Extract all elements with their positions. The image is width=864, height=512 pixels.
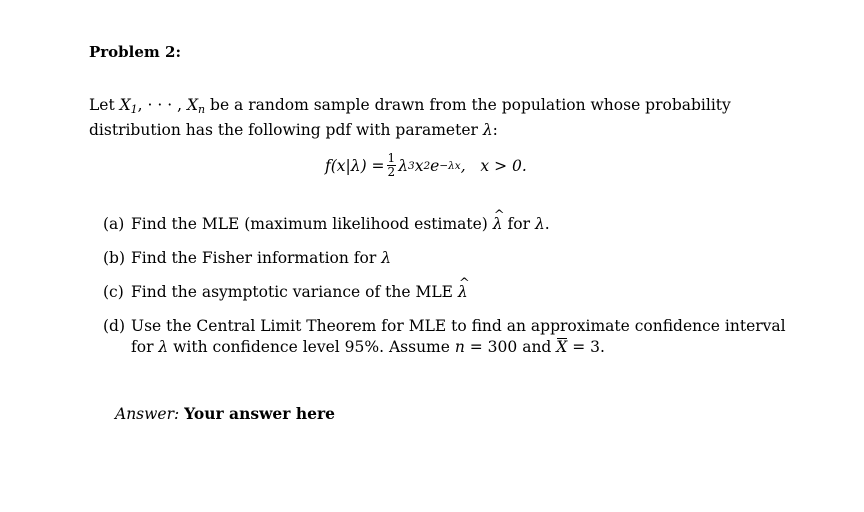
answer-section: [115, 404, 335, 423]
problem-statement: Let $X_1$, · · · , $X_n$ be a random sample drawn from the population whose probability distribution has the following pdf with parameter λ:: [89, 96, 731, 139]
pdf-formula: f(x|λ) = $\frac{1}{2}$ λ 3 x 2 e −λx , x > 0.: [325, 151, 527, 179]
fraction-one-half: $\frac{1}{2}$: [387, 151, 396, 179]
problem-parts-list: [103, 214, 803, 371]
answer-field[interactable]: Your answer here: [184, 404, 335, 423]
problem-heading: Problem 2:: [89, 43, 181, 61]
part-b: (b) Find the Fisher information for λ: [103, 249, 392, 267]
part-d: (d) Use the Central Limit Theorem for MLE to find an approximate confidence interval for λ with confidence level 95%. Assume n = 300 and X = 3.: [103, 317, 786, 356]
part-c: (c) Find the asymptotic variance of the MLE ^ λ: [103, 282, 803, 303]
part-a: (a) Find the MLE (maximum likelihood estimate) ^ λ for λ.: [103, 214, 803, 235]
answer-label: Answer:: [115, 405, 180, 423]
